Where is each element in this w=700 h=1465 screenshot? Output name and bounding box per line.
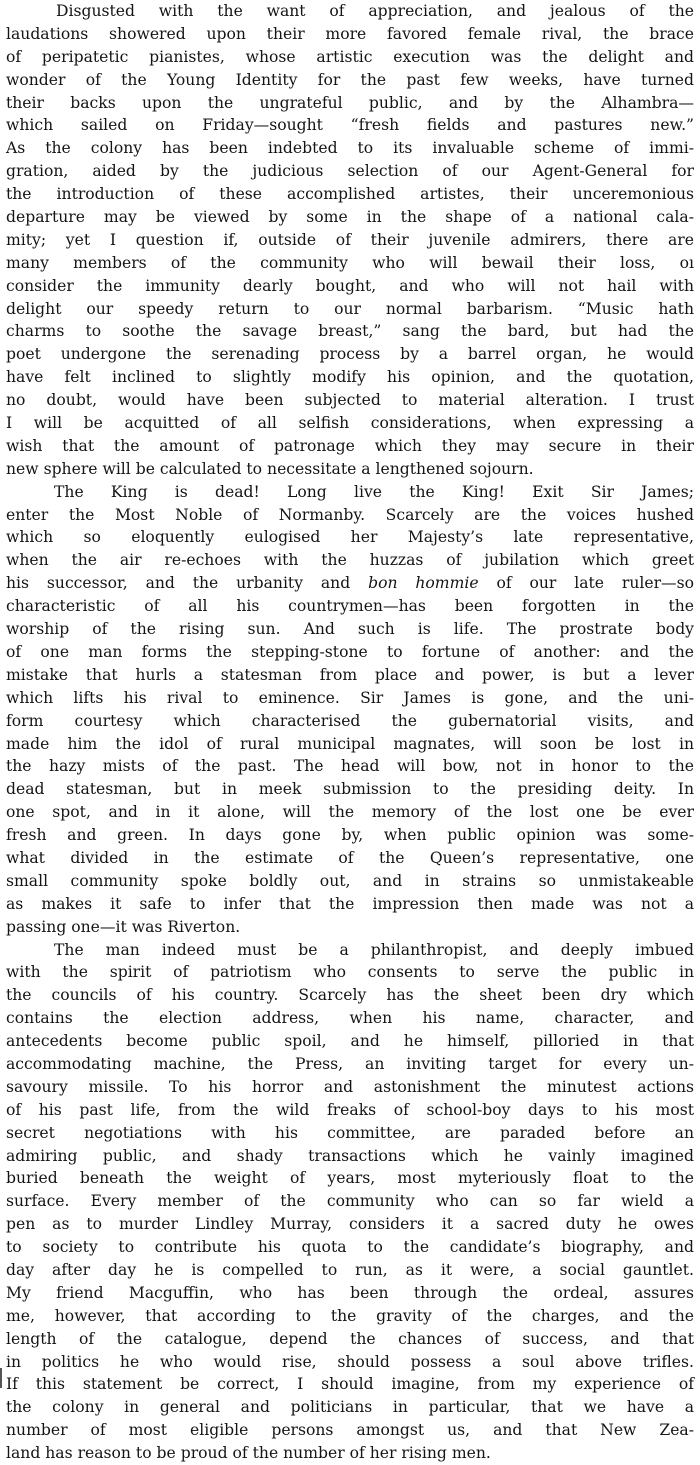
article-line: secret negotiations with his committee, are paraded before an	[6, 1123, 694, 1142]
column-edge-mark	[0, 1368, 2, 1388]
article-line: pen as to murder Lindley Murray, considers it a sacred duty he owes	[6, 1215, 694, 1234]
article-line: the hazy mists of the past. The head will bow, not in honor to the	[6, 757, 694, 776]
article-line: in politics he who would rise, should possess a soul above trifles.	[6, 1352, 694, 1371]
article-line: admiring public, and shady transactions which he vainly imagined	[6, 1146, 694, 1165]
article-line: The King is dead! Long live the King! Exit Sir James;	[54, 482, 694, 501]
article-line: new sphere will be calculated to necessitate a lengthened sojourn.	[6, 459, 534, 478]
article-line: of his past life, from the wild freaks of school-boy days to his most	[6, 1100, 694, 1119]
article-line: mity; yet I question if, outside of their juvenile admirers, there are	[6, 230, 694, 249]
article-line: laudations showered upon their more favored female rival, the brace	[6, 24, 694, 43]
article-line: My friend Macguffin, who has been through the ordeal, assures	[6, 1283, 694, 1302]
article-line: enter the Most Noble of Normanby. Scarcely are the voices hushed	[6, 505, 694, 524]
article-line: which lifts his rival to eminence. Sir James is gone, and the uni-	[6, 688, 694, 707]
article-line: I will be acquitted of all selfish considerations, when expressing a	[6, 414, 694, 433]
article-line: one spot, and in it alone, will the memory of the lost one be ever	[6, 803, 694, 822]
article-line: As the colony has been indebted to its invaluable scheme of immi-	[6, 139, 694, 158]
article-line: accommodating machine, the Press, an inviting target for every un-	[6, 1054, 694, 1073]
article-column	[6, 0, 694, 1465]
article-line: of peripatetic pianistes, whose artistic execution was the delight and	[6, 47, 694, 66]
article-line: The man indeed must be a philanthropist, and deeply imbued	[54, 940, 694, 959]
italic-phrase: bon hommie	[368, 574, 479, 593]
article-line: dead statesman, but in meek submission to the presiding deity. In	[6, 780, 694, 799]
article-line: wish that the amount of patronage which they may secure in their	[6, 436, 694, 455]
article-line: have felt inclined to slightly modify his opinion, and the quotation,	[6, 368, 694, 387]
article-line: length of the catalogue, depend the chances of success, and that	[6, 1329, 694, 1348]
article-line: worship of the rising sun. And such is life. The prostrate body	[6, 620, 694, 639]
article-line: wonder of the Young Identity for the past few weeks, have turned	[6, 70, 694, 89]
article-line: no doubt, would have been subjected to material alteration. I trust	[6, 391, 694, 410]
article-line: with the spirit of patriotism who consents to serve the public in	[6, 963, 694, 982]
article-line: made him the idol of rural municipal magnates, will soon be lost in	[6, 734, 694, 753]
article-line: which sailed on Friday—sought “fresh fields and pastures new.”	[6, 116, 694, 135]
article-line: their backs upon the ungrateful public, and by the Alhambra—	[6, 93, 694, 112]
article-line: characteristic of all his countrymen—has been forgotten in the	[6, 597, 694, 616]
article-line: delight our speedy return to our normal barbarism. “Music hath	[6, 299, 694, 318]
article-line: day after day he is compelled to run, as it were, a social gauntlet.	[6, 1260, 694, 1279]
article-line: me, however, that according to the gravity of the charges, and the	[6, 1306, 694, 1325]
article-line: of one man forms the stepping-stone to fortune of another: and the	[6, 642, 694, 661]
article-line: antecedents become public spoil, and he himself, pilloried in that	[6, 1032, 694, 1051]
article-line: savoury missile. To his horror and astonishment the minutest actions	[6, 1077, 694, 1096]
article-line: which so eloquently eulogised her Majesty’s late representative,	[6, 528, 694, 547]
article-line: the colony in general and politicians in particular, that we have a	[6, 1398, 694, 1417]
article-line: contains the election address, when his name, character, and	[6, 1009, 694, 1028]
article-line: departure may be viewed by some in the shape of a national cala-	[6, 208, 694, 227]
article-line: fresh and green. In days gone by, when public opinion was some-	[6, 826, 694, 845]
article-line: land has reason to be proud of the number of her rising men.	[6, 1444, 491, 1463]
article-line: buried beneath the weight of years, most myteriously float to the	[6, 1169, 694, 1188]
article-line: his successor, and the urbanity and bon hommie of our late ruler—so	[6, 574, 694, 593]
article-line: when the air re-echoes with the huzzas of jubilation which greet	[6, 551, 694, 570]
article-line: Disgusted with the want of appreciation, and jealous of the	[56, 2, 694, 20]
article-line: gration, aided by the judicious selection of our Agent-General for	[6, 162, 694, 181]
article-line: form courtesy which characterised the gubernatorial visits, and	[6, 711, 694, 730]
article-paragraph	[6, 0, 694, 481]
article-line: what divided in the estimate of the Queen’s representative, one	[6, 848, 694, 867]
article-line: charms to soothe the savage breast,” sang the bard, but had the	[6, 322, 694, 341]
article-paragraph	[6, 939, 694, 1465]
article-line: surface. Every member of the community who can so far wield a	[6, 1192, 694, 1211]
article-line: to society to contribute his quota to the candidate’s biography, and	[6, 1238, 694, 1257]
article-line: poet undergone the serenading process by a barrel organ, he would	[6, 345, 694, 364]
article-line: many members of the community who will bewail their loss, oı	[6, 253, 694, 272]
article-line: the introduction of these accomplished artistes, their unceremonious	[6, 185, 694, 204]
article-line: passing one—it was Riverton.	[6, 917, 241, 936]
article-line: as makes it safe to infer that the impression then made was not a	[6, 894, 694, 913]
article-paragraph	[6, 481, 694, 939]
article-line: consider the immunity dearly bought, and who will not hail with	[6, 276, 694, 295]
article-line: small community spoke boldly out, and in strains so unmistakeable	[6, 871, 694, 890]
article-line: mistake that hurls a statesman from place and power, is but a lever	[6, 665, 694, 684]
article-line: number of most eligible persons amongst us, and that New Zea-	[6, 1421, 694, 1440]
article-line: If this statement be correct, I should imagine, from my experience of	[6, 1375, 694, 1394]
article-line: the councils of his country. Scarcely has the sheet been dry which	[6, 986, 694, 1005]
